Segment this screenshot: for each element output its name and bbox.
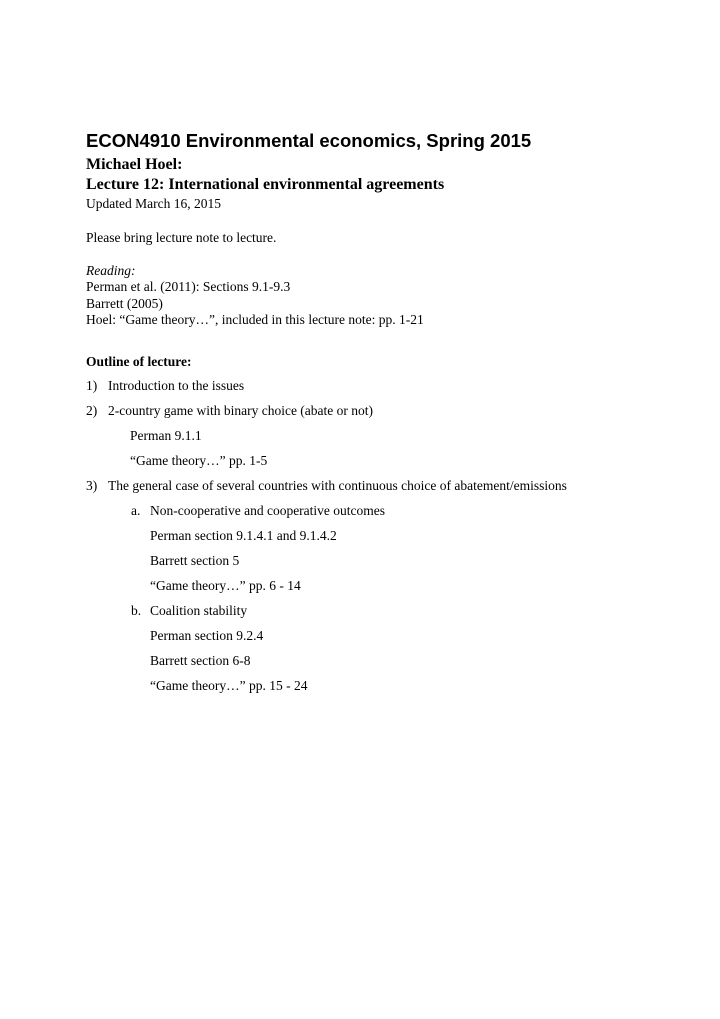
outline-item-2-ref-perman: Perman 9.1.1 — [130, 428, 202, 443]
outline-item-3a-ref-game-theory: “Game theory…” pp. 6 - 14 — [150, 578, 301, 593]
outline-item-3a-text: Non-cooperative and cooperative outcomes — [150, 503, 386, 518]
outline-item-2-ref-game-theory: “Game theory…” pp. 1-5 — [130, 453, 268, 468]
outline-item-3a-ref-perman: Perman section 9.1.4.1 and 9.1.4.2 — [150, 528, 337, 543]
outline-item-3b-ref-game-theory: “Game theory…” pp. 15 - 24 — [150, 678, 308, 693]
outline-item-2 — [86, 403, 373, 419]
lecture-title: Lecture 12: International environmental agreements — [86, 176, 445, 193]
outline-item-3-text: The general case of several countries with continuous choice of abatement/emissions — [108, 478, 567, 493]
outline-item-3b — [131, 603, 247, 619]
outline-item-1-text: Introduction to the issues — [108, 378, 245, 393]
updated-date: Updated March 16, 2015 — [86, 196, 221, 211]
outline-item-2-number: 2) — [86, 403, 98, 418]
outline-item-2-text: 2-country game with binary choice (abate or not) — [108, 403, 374, 418]
author-name: Michael Hoel: — [86, 156, 183, 173]
outline-item-3b-text: Coalition stability — [150, 603, 248, 618]
outline-heading: Outline of lecture: — [86, 354, 192, 369]
reading-item-hoel: Hoel: “Game theory…”, included in this lecture note: pp. 1-21 — [86, 312, 424, 327]
outline-item-3a — [131, 503, 385, 519]
reading-item-barrett: Barrett (2005) — [86, 296, 163, 311]
outline-item-1-number: 1) — [86, 378, 98, 393]
outline-item-3b-ref-barrett: Barrett section 6-8 — [150, 653, 251, 668]
bring-note-text: Please bring lecture note to lecture. — [86, 230, 277, 245]
outline-item-1 — [86, 378, 244, 394]
outline-item-3-number: 3) — [86, 478, 98, 493]
outline-item-3a-ref-barrett: Barrett section 5 — [150, 553, 240, 568]
reading-label: Reading: — [86, 263, 136, 278]
outline-item-3b-ref-perman: Perman section 9.2.4 — [150, 628, 264, 643]
outline-item-3a-letter: a. — [131, 503, 141, 518]
outline-item-3b-letter: b. — [131, 603, 142, 618]
outline-item-3 — [86, 478, 567, 494]
course-title: ECON4910 Environmental economics, Spring 2015 — [86, 130, 532, 151]
reading-item-perman: Perman et al. (2011): Sections 9.1-9.3 — [86, 279, 291, 294]
